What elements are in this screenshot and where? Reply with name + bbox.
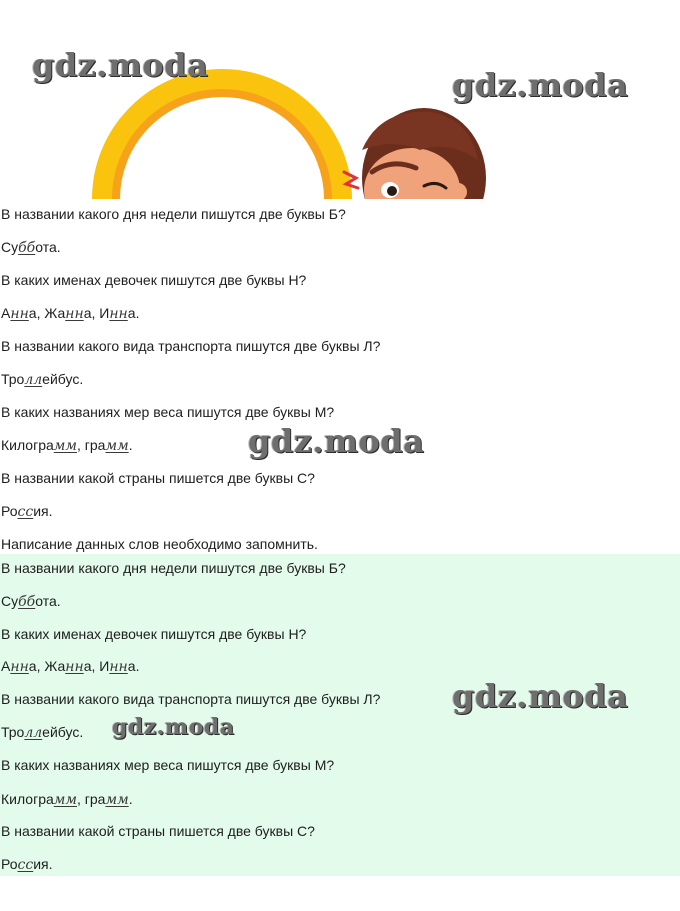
answer-text: а, И bbox=[83, 658, 110, 674]
answer-text: а. bbox=[127, 658, 140, 674]
answer-text: . bbox=[128, 437, 133, 453]
question-country: В названии какой страны пишется две буквы С? bbox=[1, 823, 315, 839]
answer-text: Су bbox=[1, 239, 19, 255]
answer-text: Ро bbox=[1, 503, 18, 519]
answer-text: , гра bbox=[77, 437, 106, 453]
double-letters: нн bbox=[65, 306, 84, 322]
answer-text: а. bbox=[127, 305, 140, 321]
double-letters: мм bbox=[105, 438, 129, 454]
answer-text: ия. bbox=[33, 856, 53, 872]
answer-text: А bbox=[1, 658, 11, 674]
double-letters: нн bbox=[10, 659, 29, 675]
watermark-logo: gdz.moda bbox=[32, 46, 209, 84]
answer-text: , гра bbox=[77, 791, 106, 807]
answer-country bbox=[1, 855, 53, 874]
answer-text: ейбус. bbox=[42, 724, 84, 740]
double-letters: сс bbox=[17, 504, 34, 520]
answer-text: Тро bbox=[1, 724, 25, 740]
answer-weekday bbox=[1, 592, 61, 611]
double-letters: нн bbox=[65, 659, 84, 675]
watermark-logo: gdz.moda bbox=[248, 422, 425, 460]
answer-girl-names bbox=[1, 657, 139, 676]
answer-text: . bbox=[128, 791, 133, 807]
double-letters: сс bbox=[17, 857, 34, 873]
answer-text: ота. bbox=[35, 593, 61, 609]
question-country: В названии какой страны пишется две буквы С? bbox=[1, 470, 315, 486]
question-weekday: В названии какого дня недели пишутся две буквы Б? bbox=[1, 206, 346, 222]
watermark-logo: gdz.moda bbox=[452, 677, 629, 715]
double-letters: бб bbox=[18, 594, 36, 610]
answer-block-1 bbox=[0, 199, 680, 554]
question-weekday: В названии какого дня недели пишутся две буквы Б? bbox=[1, 560, 346, 576]
answer-text: А bbox=[1, 305, 11, 321]
question-girl-names: В каких именах девочек пишутся две буквы Н? bbox=[1, 626, 307, 642]
rainbow-arch-outer bbox=[104, 81, 340, 199]
double-letters: нн bbox=[109, 659, 128, 675]
answer-text: а, Жа bbox=[28, 305, 66, 321]
answer-girl-names bbox=[1, 304, 139, 323]
double-letters: мм bbox=[53, 438, 77, 454]
double-letters: бб bbox=[18, 240, 36, 256]
answer-text: ия. bbox=[33, 503, 53, 519]
answer-text: а, И bbox=[83, 305, 110, 321]
watermark-logo: gdz.moda bbox=[112, 714, 235, 740]
answer-text: Килогра bbox=[1, 437, 54, 453]
header-illustration bbox=[0, 0, 680, 199]
double-letters: лл bbox=[24, 372, 43, 388]
answer-country bbox=[1, 502, 53, 521]
answer-transport bbox=[1, 370, 83, 389]
answer-text: Су bbox=[1, 593, 19, 609]
answer-text: а, Жа bbox=[28, 658, 66, 674]
answer-text: ота. bbox=[35, 239, 61, 255]
watermark-logo: gdz.moda bbox=[452, 66, 629, 104]
double-letters: мм bbox=[53, 792, 77, 808]
double-letters: нн bbox=[109, 306, 128, 322]
question-transport: В названии какого вида транспорта пишутся две буквы Л? bbox=[1, 338, 381, 354]
answer-text: ейбус. bbox=[42, 371, 84, 387]
answer-block-2 bbox=[0, 554, 680, 876]
question-weight-units: В каких названиях мер веса пишутся две буквы М? bbox=[1, 757, 335, 773]
question-weight-units: В каких названиях мер веса пишутся две буквы М? bbox=[1, 404, 335, 420]
answer-weekday bbox=[1, 238, 61, 257]
answer-text: Ро bbox=[1, 856, 18, 872]
double-letters: лл bbox=[24, 725, 43, 741]
question-girl-names: В каких именах девочек пишутся две буквы Н? bbox=[1, 272, 307, 288]
answer-text: Тро bbox=[1, 371, 25, 387]
boy-pupil bbox=[387, 186, 397, 196]
answer-weight-units bbox=[1, 436, 133, 455]
rainbow-boy-illustration bbox=[0, 0, 680, 199]
double-letters: мм bbox=[105, 792, 129, 808]
memorize-note: Написание данных слов необходимо запомнить. bbox=[1, 536, 318, 552]
answer-transport bbox=[1, 723, 83, 742]
answer-text: Килогра bbox=[1, 791, 54, 807]
double-letters: нн bbox=[10, 306, 29, 322]
question-transport: В названии какого вида транспорта пишутся две буквы Л? bbox=[1, 691, 381, 707]
answer-weight-units bbox=[1, 790, 133, 809]
